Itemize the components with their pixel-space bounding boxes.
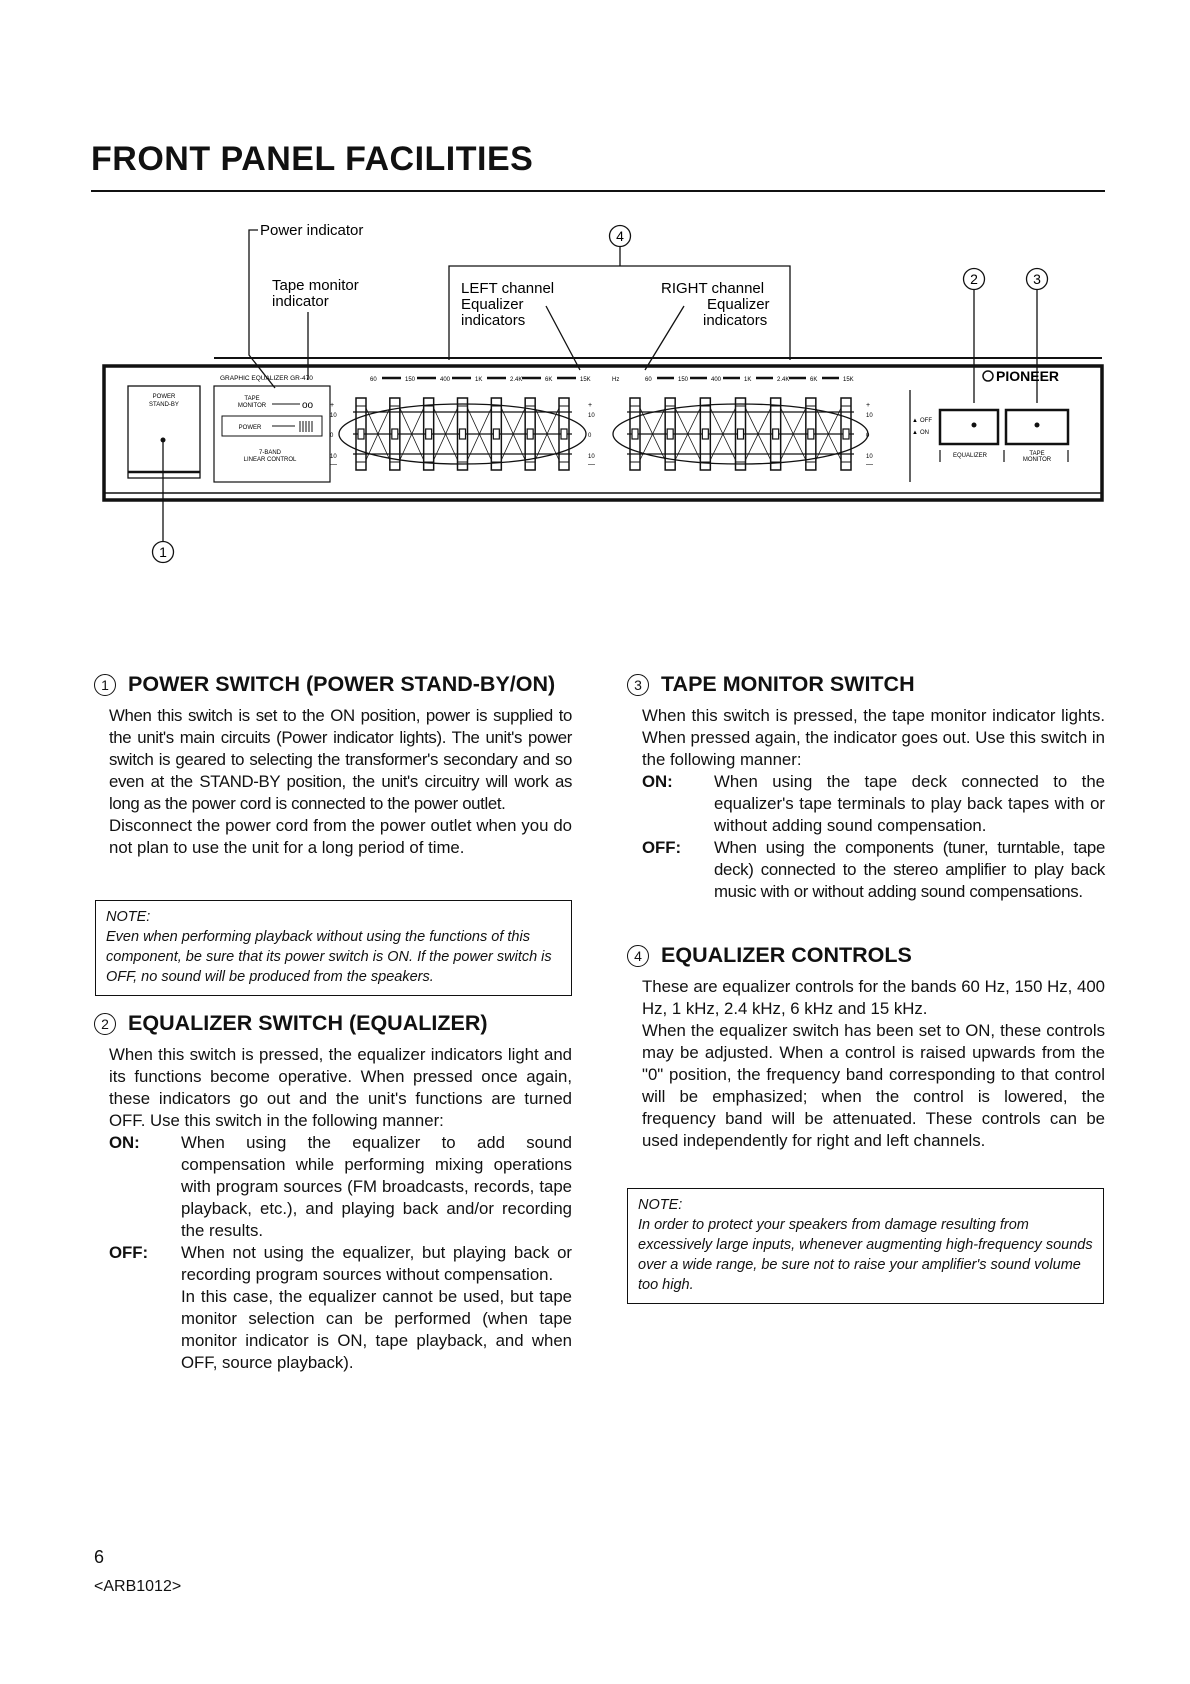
off-label: OFF:	[642, 838, 682, 857]
band-label: 6K	[545, 377, 553, 383]
svg-text:1: 1	[159, 544, 167, 560]
svg-text:STAND-BY: STAND-BY	[149, 402, 179, 408]
band-label: 60	[645, 377, 652, 383]
right-channel-leader	[645, 306, 684, 370]
equalizer-controls-para-1: These are equalizer controls for the bands 60 Hz, 150 Hz, 400 Hz, 1 kHz, 2.4 kHz, 6 kHz and 15 kHz.	[642, 977, 1105, 1018]
svg-text:EQUALIZER: EQUALIZER	[952, 453, 988, 459]
svg-text:POWER: POWER	[238, 425, 262, 431]
band-label: 15K	[843, 377, 854, 383]
page-title: FRONT PANEL FACILITIES	[91, 140, 534, 178]
power-indicator-icon	[300, 421, 312, 432]
svg-text:POWER: POWER	[152, 394, 176, 400]
off-label: OFF:	[109, 1243, 149, 1262]
svg-text:MONITOR: MONITOR	[1022, 457, 1052, 463]
tape-monitor-button[interactable]	[1006, 410, 1068, 463]
section-number: 1	[94, 674, 116, 696]
on-label: ON:	[642, 772, 673, 791]
band-label: 1K	[475, 377, 483, 383]
band-label: 150	[405, 377, 416, 383]
scale-zero: 0	[330, 433, 334, 439]
left-channel-label-1: LEFT channel	[461, 280, 555, 297]
eq-slider	[841, 398, 851, 470]
off-text: When not using the equalizer, but playing back or recording program sources without compensation.	[181, 1243, 572, 1284]
scale-zero: 0	[866, 433, 870, 439]
power-switch-note	[95, 900, 572, 996]
scale-plus: +	[330, 402, 335, 409]
equalizer-controls-heading: EQUALIZER CONTROLS	[661, 943, 912, 967]
equalizer-button[interactable]	[940, 410, 1004, 462]
title-rule	[91, 190, 1105, 192]
note-label: NOTE:	[638, 1197, 683, 1213]
svg-text:▲: ▲	[912, 430, 918, 436]
left-channel-label-2: Equalizer	[461, 296, 524, 313]
section-heading	[627, 943, 1105, 968]
band-label: 60	[370, 377, 377, 383]
scale-minus: —	[330, 461, 337, 468]
band-label: 150	[678, 377, 689, 383]
note-text: Even when performing playback without using the functions of this component, be sure that its power switch is ON. If the power switch is OFF, no sound will be produced from the speakers.	[106, 929, 552, 985]
tape-monitor-heading: TAPE MONITOR SWITCH	[661, 672, 915, 696]
section-number: 3	[627, 674, 649, 696]
brand-logo-icon	[983, 371, 993, 381]
section-number: 2	[94, 1013, 116, 1035]
scale-plus: +	[866, 402, 871, 409]
on-text: When using the tape deck connected to the equalizer's tape terminals to play back tapes with or without adding sound compensation.	[714, 772, 1105, 835]
right-channel-sliders[interactable]	[613, 398, 873, 470]
equalizer-switch-off-2	[109, 1286, 572, 1374]
indicator-block	[214, 386, 330, 482]
note-text: In order to protect your speakers from damage resulting from excessively large inputs, whenever augmenting high-frequency sounds over a wide range, be sure not to raise your amplifier's sound volume too high.	[638, 1217, 1093, 1293]
left-channel-label-3: indicators	[461, 312, 526, 329]
tape-monitor-label-1: Tape monitor	[272, 277, 359, 294]
tape-monitor-off	[642, 837, 1105, 903]
svg-text:4: 4	[616, 228, 624, 244]
off-text-2: In this case, the equalizer cannot be used, but tape monitor selection can be performed (when tape monitor indicator is ON, tape playback, and when OFF, source playback).	[181, 1287, 572, 1372]
svg-text:2: 2	[970, 271, 978, 287]
left-channel-leader	[546, 306, 580, 370]
band-label: 15K	[580, 377, 591, 383]
section-equalizer-controls	[627, 943, 1105, 1152]
scale-ten: 10	[330, 413, 337, 419]
scale-ten: 10	[330, 454, 337, 460]
callout-2	[964, 269, 985, 404]
svg-text:MONITOR: MONITOR	[237, 403, 267, 409]
scale-minus: —	[588, 461, 595, 468]
power-switch-heading: POWER SWITCH (POWER STAND-BY/ON)	[128, 672, 556, 696]
svg-text:TAPE: TAPE	[1029, 451, 1045, 457]
eq-slider	[559, 398, 569, 470]
band-labels	[370, 377, 854, 383]
band-label: 2.4K	[510, 377, 523, 383]
power-switch-para-2: Disconnect the power cord from the power outlet when you do not plan to use the unit for a long period of time.	[109, 816, 572, 857]
equalizer-controls-para-2: When the equalizer switch has been set to ON, these controls may be adjusted. When a control is raised upwards from the "0" position, the frequency band corresponding to that control will be emphasized; when the control is lowered, the frequency band will be attenuated. These controls can be used independently for right and left channels.	[642, 1021, 1105, 1150]
brand-logo: PIONEER	[996, 368, 1060, 384]
on-label: ON:	[109, 1133, 140, 1152]
svg-text:7-BAND: 7-BAND	[258, 450, 282, 456]
right-channel-label-1: RIGHT channel	[661, 280, 765, 297]
model-label: GRAPHIC EQUALIZER GR-470	[220, 375, 313, 382]
section-power-switch	[94, 672, 572, 859]
equalizer-switch-heading: EQUALIZER SWITCH (EQUALIZER)	[128, 1011, 488, 1035]
tape-monitor-intro: When this switch is pressed, the tape monitor indicator lights. When pressed again, the indicator goes out. Use this switch in the following manner:	[642, 706, 1105, 769]
svg-text:TAPE: TAPE	[244, 396, 260, 402]
scale-ten: 10	[866, 413, 873, 419]
svg-text:ON: ON	[920, 430, 929, 436]
callout-1	[153, 442, 174, 563]
left-channel-sliders[interactable]	[330, 398, 595, 470]
off-text: When using the components (tuner, turntable, tape deck) connected to the stereo amplifier to play back music with or without adding sound compensations.	[714, 838, 1105, 901]
band-label: 400	[711, 377, 722, 383]
section-number: 4	[627, 945, 649, 967]
scale-minus: —	[866, 461, 873, 468]
right-channel-label-2: Equalizer	[707, 296, 770, 313]
hz-label: Hz	[612, 377, 620, 383]
band-label: 6K	[810, 377, 818, 383]
scale-plus: +	[588, 402, 593, 409]
tape-monitor-on	[642, 771, 1105, 837]
document-code: <ARB1012>	[94, 1578, 182, 1595]
svg-text:LINEAR CONTROL: LINEAR CONTROL	[243, 457, 297, 463]
band-label: 1K	[744, 377, 752, 383]
section-heading	[94, 1011, 572, 1036]
svg-text:OFF: OFF	[920, 418, 932, 424]
section-heading	[94, 672, 572, 697]
power-standby-button[interactable]	[128, 386, 200, 478]
band-label: 2.4K	[777, 377, 790, 383]
off-on-labels	[910, 390, 932, 482]
section-heading	[627, 672, 1105, 697]
svg-text:3: 3	[1033, 271, 1041, 287]
scale-ten: 10	[588, 413, 595, 419]
scale-ten: 10	[866, 454, 873, 460]
page-number: 6	[94, 1547, 105, 1567]
equalizer-controls-note	[627, 1188, 1104, 1304]
equalizer-switch-off	[109, 1242, 572, 1286]
right-channel-label-3: indicators	[703, 312, 768, 329]
power-switch-para-1: When this switch is set to the ON position, power is supplied to the unit's main circuits (Power indicator lights). The unit's power switch is geared to selecting the transformer's secondary and so even at the STAND-BY position, the unit's circuitry will work as long as the power cord is connected to the power outlet.	[109, 706, 572, 813]
note-label: NOTE:	[106, 909, 151, 925]
equalizer-switch-on	[109, 1132, 572, 1242]
equalizer-switch-intro: When this switch is pressed, the equalizer indicators light and its functions become operative. When pressed once again, these indicators go out and the unit's functions are turned OFF. Use this switch in the following manner:	[109, 1045, 572, 1130]
front-panel-diagram	[0, 210, 1190, 570]
section-tape-monitor-switch	[627, 672, 1105, 903]
section-equalizer-switch	[94, 1011, 572, 1374]
scale-ten: 10	[588, 454, 595, 460]
power-indicator-label: Power indicator	[260, 222, 364, 239]
scale-zero: 0	[588, 433, 592, 439]
on-text: When using the equalizer to add sound compensation while performing mixing operations with program sources (FM broadcasts, records, tape playback, etc.), and playing back and/or recording the results.	[181, 1133, 572, 1240]
svg-text:▲: ▲	[912, 418, 918, 424]
band-label: 400	[440, 377, 451, 383]
tape-monitor-label-2: indicator	[272, 293, 329, 310]
tape-monitor-indicator-icon: oo	[302, 400, 314, 411]
